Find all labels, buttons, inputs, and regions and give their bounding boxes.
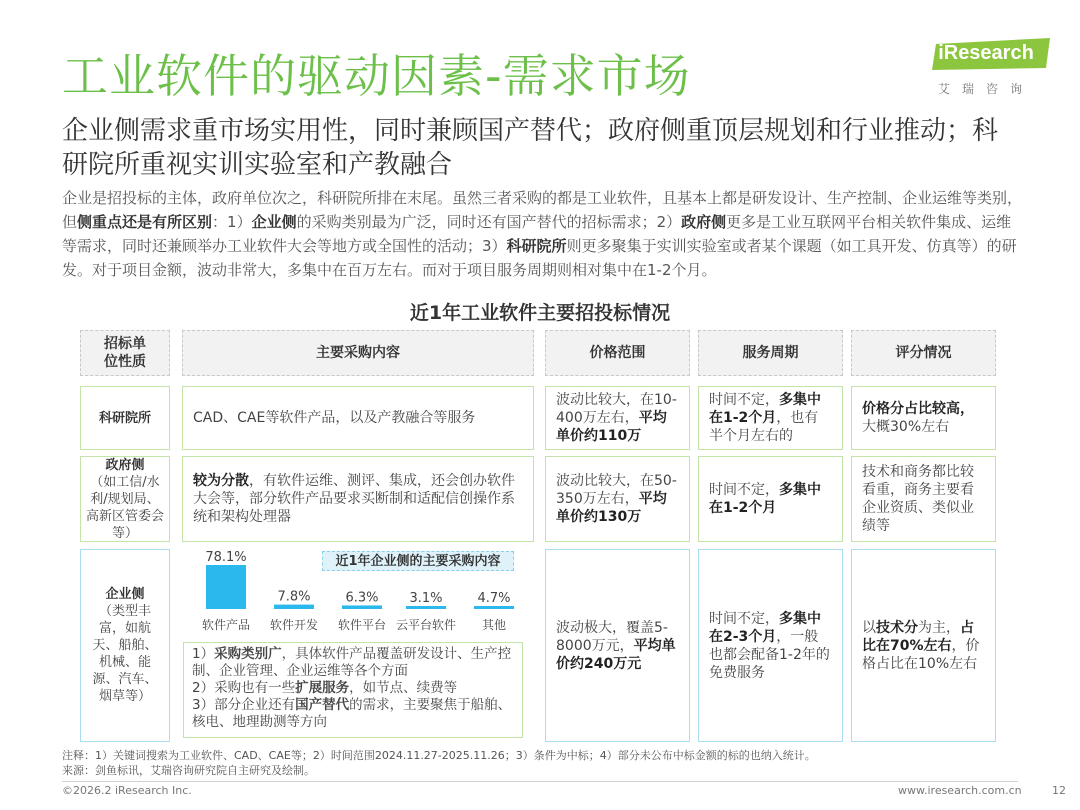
gov-score: 技术和商务都比较看重，商务主要看企业资质、类似业绩等 — [851, 456, 996, 542]
row-label-enterprise: 企业侧 （类型丰富，如航天、船舶、机械、能源、汽车、烟草等） — [80, 549, 170, 742]
footer-page-number: 12 — [1052, 784, 1066, 797]
category-label-3: 软件平台 — [337, 618, 387, 632]
header-content: 主要采购内容 — [182, 330, 534, 376]
chart-title: 近1年企业侧的主要采购内容 — [322, 551, 514, 571]
enterprise-price: 波动极大，覆盖5-8000万元，平均单价约240万元 — [545, 549, 690, 742]
bar-3 — [342, 605, 382, 609]
gov-content: 较为分散，有软件运维、测评、集成，还会创办软件大会等，部分软件产品要求买断制和适配信创操作系统和架构处理器 — [182, 456, 534, 542]
footer-url: www.iresearch.com.cn — [898, 784, 1022, 797]
intro-paragraph: 企业是招投标的主体，政府单位次之，科研院所排在末尾。虽然三者采购的都是工业软件，且基本上都是研发设计、生产控制、企业运维等类别，但侧重点还是有所区别：1）企业侧的采购类别最为广泛，同时还有国产替代的招标需求；2）政府侧更多是工业互联网平台相关软件集成、运维等需求，同时还兼顾举办工业软件大会等地方或全国性的活动；3）科研院所则更多聚集于实训实验室或者某个课题（如工具开发、仿真等）的研发。对于项目金额，波动非常大，多集中在百万左右。而对于项目服务周期则相对集中在1-2个月。 — [62, 189, 1023, 279]
research-period: 时间不定，多集中在1-2个月，也有半个月左右的 — [698, 386, 843, 450]
bar-value-label-2: 7.8% — [277, 589, 311, 605]
bar-value-label-5: 4.7% — [477, 591, 511, 606]
bar-value-label-3: 6.3% — [345, 590, 379, 606]
header-unit-type: 招标单 位性质 — [80, 330, 170, 376]
logo-subtitle: 艾瑞咨询 — [937, 82, 1034, 96]
bar-1 — [206, 565, 246, 609]
research-score: 价格分占比较高，大概30%左右 — [851, 386, 996, 450]
bar-value-label-1: 78.1% — [205, 550, 247, 565]
bar-4 — [406, 606, 446, 609]
enterprise-period: 时间不定，多集中在2-3个月，一般也都会配备1-2年的免费服务 — [698, 549, 843, 742]
logo-text: iResearch — [938, 42, 1034, 64]
gov-period: 时间不定，多集中在1-2个月 — [698, 456, 843, 542]
header-price: 价格范围 — [545, 330, 690, 376]
footnote-source: 来源：剑鱼标讯，艾瑞咨询研究院自主研究及绘制。 — [62, 764, 315, 777]
enterprise-bar-chart — [182, 549, 534, 639]
footer-divider — [62, 781, 1018, 782]
enterprise-note-2: 2）采购也有一些扩展服务，如节点、续费等 — [192, 680, 458, 696]
page-title: 工业软件的驱动因素-需求市场 — [62, 49, 691, 103]
row-label-gov: 政府侧 （如工信/水利/规划局、高新区管委会等） — [80, 456, 170, 542]
footnote-note: 注释：1）关键词搜索为工业软件、CAD、CAE等；2）时间范围2024.11.27-2025.11.26；3）条件为中标；4）部分未公布中标金额的标的也纳入统计。 — [62, 749, 816, 762]
page-subtitle: 企业侧需求重市场实用性，同时兼顾国产替代；政府侧重顶层规划和行业推动；科研院所重视实训实验室和产教融合 — [62, 116, 999, 180]
bar-5 — [474, 606, 514, 609]
enterprise-note-1: 1）采购类别广，具体软件产品覆盖研发设计、生产控制、企业管理、企业运维等各个方面 — [192, 646, 512, 679]
header-period: 服务周期 — [698, 330, 843, 376]
enterprise-notes — [183, 642, 523, 738]
bar-value-label-4: 3.1% — [409, 591, 443, 606]
enterprise-note-3: 3）部分企业还有国产替代的需求，主要聚焦于船舶、核电、地理勘测等方向 — [192, 697, 512, 730]
row-label-research: 科研院所 — [80, 386, 170, 450]
enterprise-score: 以技术分为主，占比在70%左右，价格占比在10%左右 — [851, 549, 996, 742]
header-score: 评分情况 — [851, 330, 996, 376]
category-label-4: 云平台软件 — [395, 618, 457, 632]
table-title: 近1年工业软件主要招投标情况 — [409, 302, 671, 324]
bar-2 — [274, 605, 314, 609]
category-label-2: 软件开发 — [269, 618, 319, 632]
research-content: CAD、CAE等软件产品，以及产教融合等服务 — [182, 386, 534, 450]
iresearch-logo — [926, 38, 1056, 100]
category-label-5: 其他 — [481, 618, 507, 632]
category-label-1: 软件产品 — [201, 618, 251, 632]
gov-price: 波动比较大，在50-350万左右，平均单价约130万 — [545, 456, 690, 542]
research-price: 波动比较大，在10-400万左右，平均单价约110万 — [545, 386, 690, 450]
footer-copyright: ©2026.2 iResearch Inc. — [62, 784, 192, 797]
